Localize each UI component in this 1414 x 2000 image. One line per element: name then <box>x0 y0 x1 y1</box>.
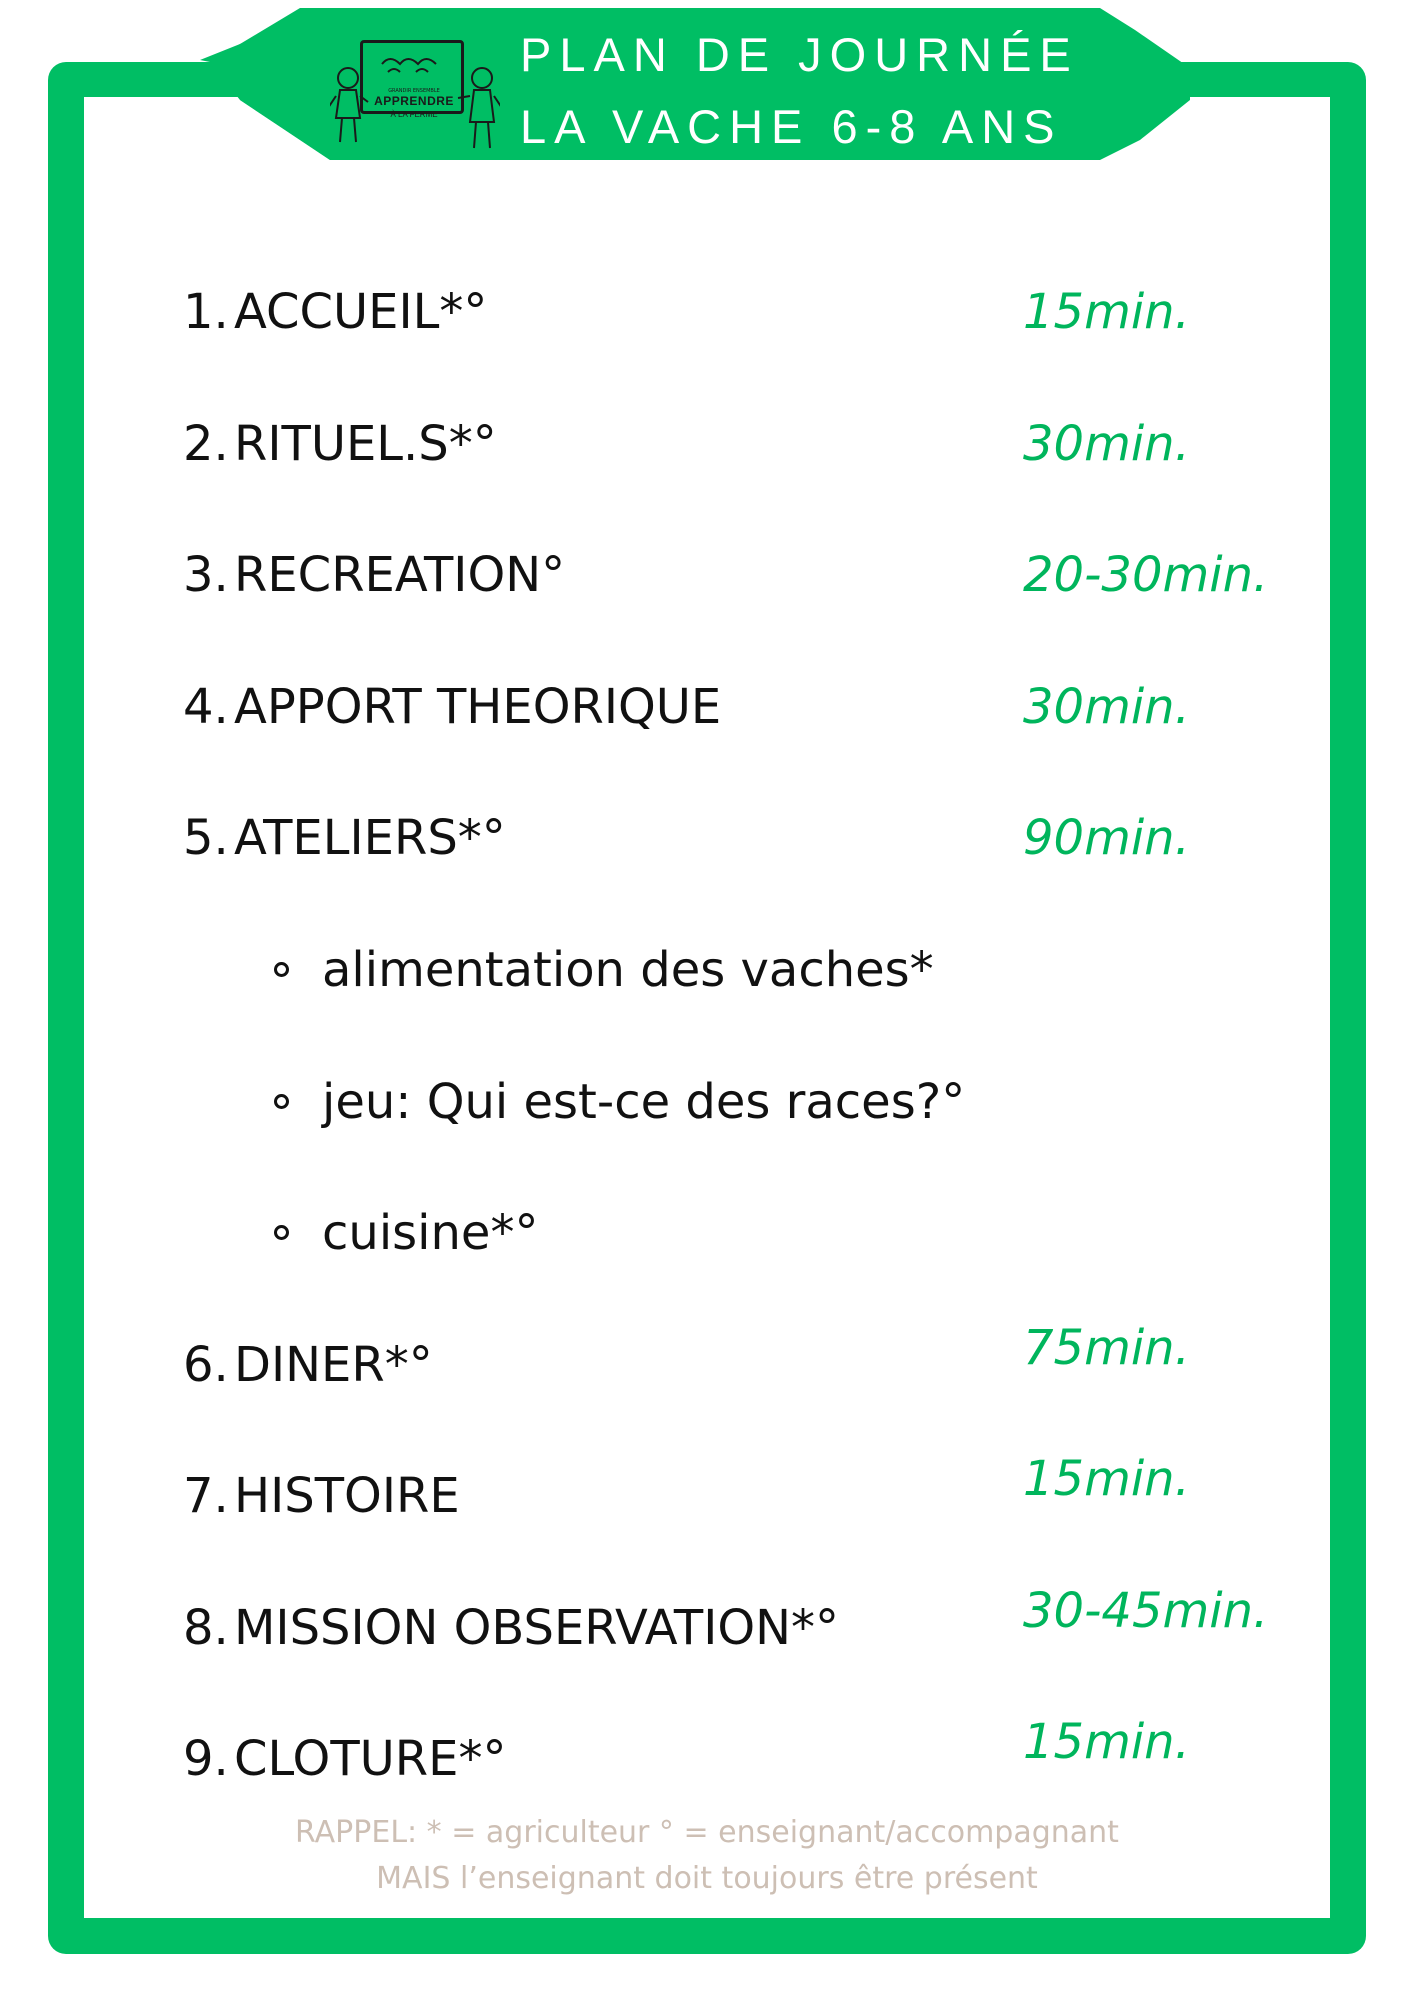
item-duration-2: 30min. <box>1023 416 1190 472</box>
schedule-item-2 <box>183 414 983 474</box>
item-label: CLOTURE*° <box>234 1731 507 1787</box>
logo-main-text: APPRENDRE <box>374 94 454 108</box>
item-number: 3. <box>183 547 229 603</box>
schedule-item-4 <box>183 677 983 737</box>
item-duration-6: 75min. <box>1023 1320 1190 1376</box>
item-duration-4: 30min. <box>1023 679 1190 735</box>
atelier-item-3: cuisine*° <box>322 1205 539 1261</box>
reminder-note-line1: RAPPEL: * = agriculteur ° = enseignant/accompagnant <box>295 1815 1119 1850</box>
logo-top-text: GRANDIR ENSEMBLE <box>388 88 440 94</box>
item-number: 7. <box>183 1468 229 1524</box>
schedule-item-5 <box>183 808 983 868</box>
item-number: 5. <box>183 810 229 866</box>
schedule-item-9 <box>183 1729 983 1789</box>
item-label: ATELIERS*° <box>234 810 506 866</box>
schedule-item-3 <box>183 545 983 605</box>
schedule-item-7 <box>183 1466 983 1526</box>
item-duration-9: 15min. <box>1023 1714 1190 1770</box>
schedule-item-6 <box>183 1335 983 1395</box>
logo-sub-text: À LA FERME <box>390 110 438 119</box>
item-duration-3: 20-30min. <box>1023 547 1269 603</box>
item-label: HISTOIRE <box>234 1468 460 1524</box>
item-number: 8. <box>183 1600 229 1656</box>
atelier-item-1: alimentation des vaches* <box>322 942 934 998</box>
item-duration-5: 90min. <box>1023 810 1190 866</box>
item-label: MISSION OBSERVATION*° <box>234 1600 840 1656</box>
item-label: RITUEL.S*° <box>234 416 497 472</box>
item-number: 2. <box>183 416 229 472</box>
item-number: 4. <box>183 679 229 735</box>
item-number: 1. <box>183 284 229 340</box>
schedule-item-8 <box>183 1598 983 1658</box>
item-label: RECREATION° <box>234 547 566 603</box>
item-duration-1: 15min. <box>1023 284 1190 340</box>
item-number: 9. <box>183 1731 229 1787</box>
bullet-circle-icon <box>274 1225 289 1240</box>
schedule-item-1 <box>183 282 983 342</box>
bullet-circle-icon <box>274 962 289 977</box>
item-label: ACCUEIL*° <box>234 284 488 340</box>
item-number: 6. <box>183 1337 229 1393</box>
page-title-line2: LA VACHE 6-8 ANS <box>520 100 1063 153</box>
page-title-line1: PLAN DE JOURNÉE <box>520 28 1079 81</box>
banner-left-tab <box>210 8 330 160</box>
item-duration-7: 15min. <box>1023 1451 1190 1507</box>
item-duration-8: 30-45min. <box>1023 1583 1269 1639</box>
bullet-circle-icon <box>274 1094 289 1109</box>
atelier-item-2: jeu: Qui est-ce des races?° <box>322 1074 966 1130</box>
item-label: APPORT THEORIQUE <box>234 679 722 735</box>
reminder-note-line2: MAIS l’enseignant doit toujours être présent <box>376 1861 1038 1896</box>
item-label: DINER*° <box>234 1337 433 1393</box>
